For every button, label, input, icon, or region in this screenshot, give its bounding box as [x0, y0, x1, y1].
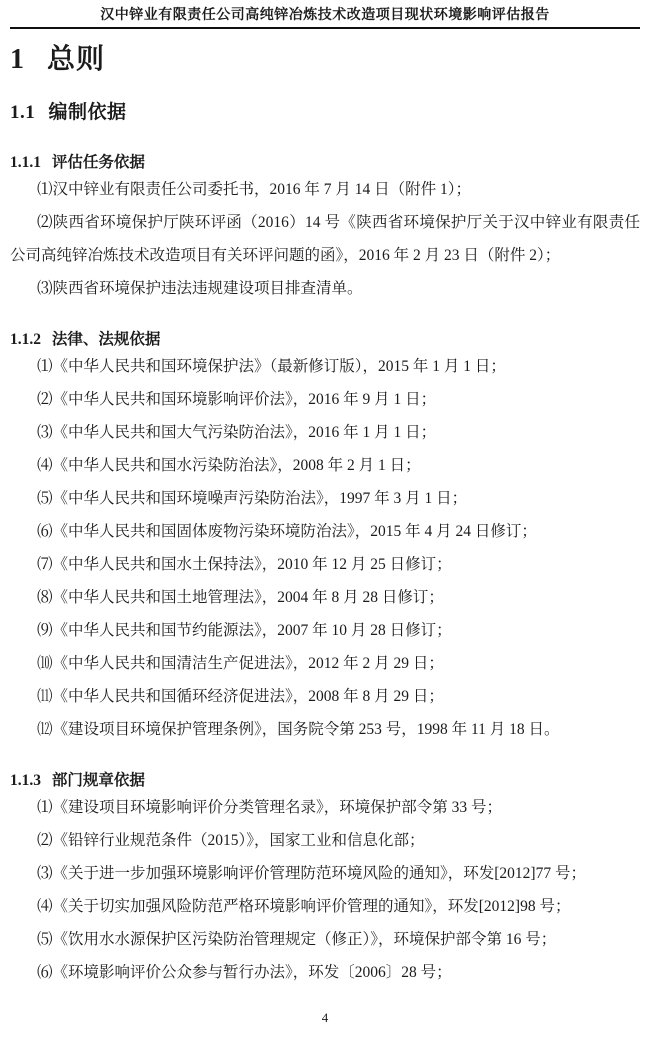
list-item: ⑾《中华人民共和国循环经济促进法》，2008 年 8 月 29 日； — [37, 688, 444, 705]
page-number: 4 — [321, 1010, 329, 1025]
list-item: ⑵《铅锌行业规范条件（2015）》，国家工业和信息化部； — [37, 832, 425, 849]
list-item: ⑺《中华人民共和国水土保持法》，2010 年 12 月 25 日修订； — [37, 556, 452, 573]
list-item: ⑶陕西省环境保护违法违规建设项目排查清单。 — [37, 280, 363, 297]
list-item: ⑶《中华人民共和国大气污染防治法》，2016 年 1 月 1 日； — [37, 424, 437, 441]
list-item: ⑴《建设项目环境影响评价分类管理名录》，环境保护部令第 33 号； — [37, 799, 503, 816]
list-item: ⑸《饮用水水源保护区污染防治管理规定（修正）》，环境保护部令第 16 号； — [37, 931, 557, 948]
list-item: ⑻《中华人民共和国土地管理法》，2004 年 8 月 28 日修订； — [37, 589, 444, 606]
list-item: ⑽《中华人民共和国清洁生产促进法》，2012 年 2 月 29 日； — [37, 655, 444, 672]
list-item: ⑴《中华人民共和国环境保护法》（最新修订版），2015 年 1 月 1 日； — [37, 358, 506, 375]
running-header: 汉中锌业有限责任公司高纯锌冶炼技术改造项目现状环境影响评估报告 — [100, 8, 550, 23]
list-item: ⑿《建设项目环境保护管理条例》，国务院令第 253 号，1998 年 11 月 18 日。 — [37, 721, 560, 738]
subsection-1-1-3-items — [10, 791, 640, 989]
subsection-title-1-1-2: 1.1.2 法律、法规依据 — [10, 331, 161, 348]
header-rule — [10, 27, 640, 29]
list-item: ⑷《中华人民共和国水污染防治法》，2008 年 2 月 1 日； — [37, 457, 421, 474]
list-item: ⑶《关于进一步加强环境影响评价管理防范环境风险的通知》，环发[2012]77 号； — [37, 865, 586, 882]
list-item: ⑸《中华人民共和国环境噪声污染防治法》，1997 年 3 月 1 日； — [37, 490, 468, 507]
list-item: ⑹《中华人民共和国固体废物污染环境防治法》，2015 年 4 月 24 日修订； — [37, 523, 537, 540]
subsection-1-1-1-items — [10, 173, 640, 305]
chapter-title: 1 总则 — [10, 44, 106, 75]
list-item: ⑵陕西省环境保护厅陕环评函（2016）14 号《陕西省环境保护厅关于汉中锌业有限责任公司高纯锌冶炼技术改造项目有关环评问题的函》，2016 年 2 月 23 日（附件 2）； — [10, 214, 640, 264]
subsection-title-1-1-3: 1.1.3 部门规章依据 — [10, 772, 145, 789]
list-item: ⑵《中华人民共和国环境影响评价法》，2016 年 9 月 1 日； — [37, 391, 437, 408]
section-title: 1.1 编制依据 — [10, 102, 127, 123]
list-item: ⑷《关于切实加强风险防范严格环境影响评价管理的通知》，环发[2012]98 号； — [37, 898, 571, 915]
subsection-title-1-1-1: 1.1.1 评估任务依据 — [10, 154, 145, 171]
list-item: ⑴汉中锌业有限责任公司委托书，2016 年 7 月 14 日（附件 1）； — [37, 181, 472, 198]
list-item: ⑹《环境影响评价公众参与暂行办法》，环发〔2006〕28 号； — [37, 964, 452, 981]
subsection-1-1-2-items — [10, 350, 640, 746]
list-item: ⑼《中华人民共和国节约能源法》，2007 年 10 月 28 日修订； — [37, 622, 452, 639]
